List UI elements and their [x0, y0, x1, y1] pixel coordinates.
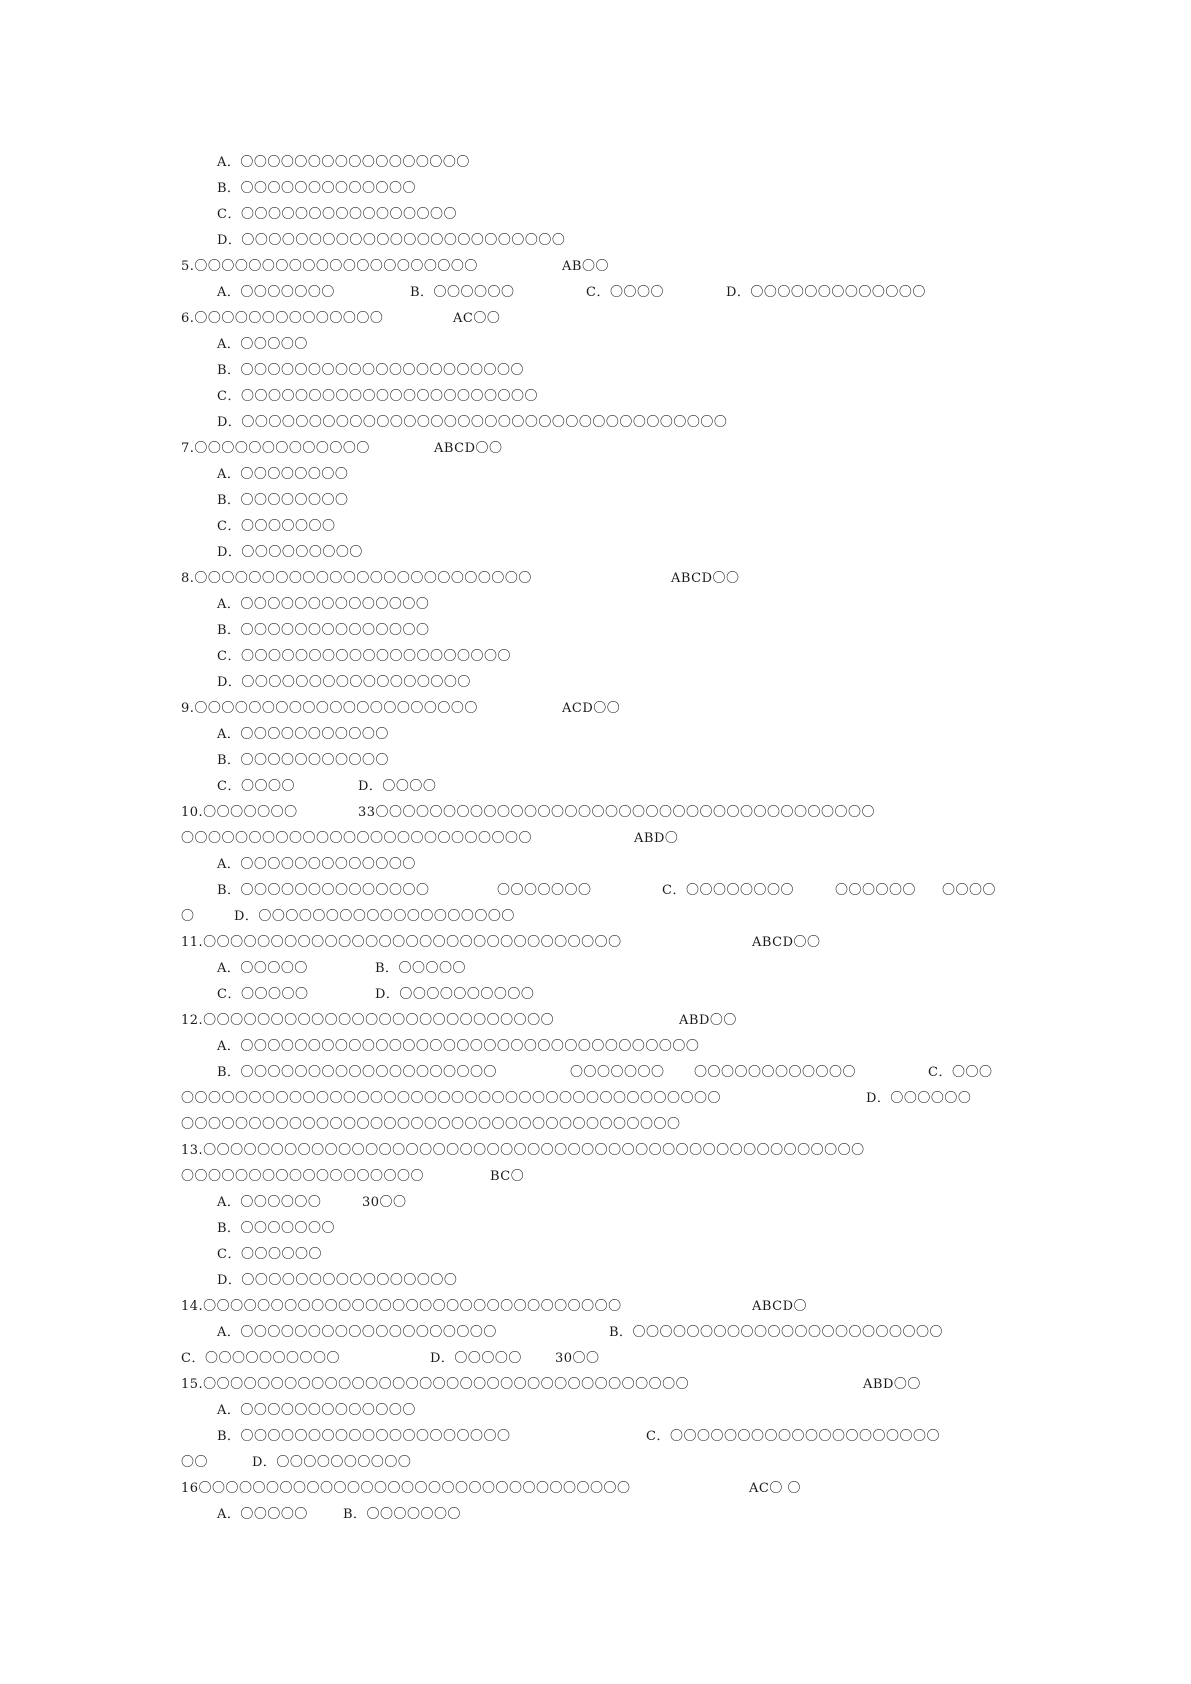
- text-line: C．〇〇〇: [928, 1065, 993, 1080]
- text-line: D．〇〇〇〇〇〇〇〇〇〇〇〇〇〇〇〇〇: [217, 675, 471, 690]
- text-line: D．〇〇〇〇〇〇〇〇〇〇〇〇〇〇〇〇: [217, 1273, 458, 1288]
- text-line: D．〇〇〇〇〇〇: [866, 1091, 972, 1106]
- text-line: 〇〇〇〇〇〇〇〇〇〇〇〇: [694, 1065, 857, 1080]
- text-line: AC〇 〇: [749, 1481, 801, 1496]
- text-line: ACD〇〇: [562, 701, 621, 716]
- text-line: A．〇〇〇〇〇: [217, 1507, 308, 1522]
- text-line: A．〇〇〇〇〇〇〇〇〇〇〇: [217, 727, 389, 742]
- text-line: ABD〇〇: [679, 1013, 737, 1028]
- text-line: 16〇〇〇〇〇〇〇〇〇〇〇〇〇〇〇〇〇〇〇〇〇〇〇〇〇〇〇〇〇〇〇〇: [181, 1481, 631, 1496]
- text-line: AB〇〇: [562, 259, 609, 274]
- text-line: B．〇〇〇〇〇〇〇〇〇〇〇: [217, 753, 390, 768]
- text-line: A．〇〇〇〇〇〇〇〇〇〇〇〇〇: [217, 1403, 416, 1418]
- text-line: C．〇〇〇〇〇〇〇〇: [662, 883, 794, 898]
- text-line: B．〇〇〇〇〇〇〇〇: [217, 493, 349, 508]
- text-line: B．〇〇〇〇〇〇〇〇〇〇〇〇〇〇: [217, 883, 430, 898]
- text-line: B．〇〇〇〇〇〇〇〇〇〇〇〇〇〇: [217, 623, 430, 638]
- text-line: 14.〇〇〇〇〇〇〇〇〇〇〇〇〇〇〇〇〇〇〇〇〇〇〇〇〇〇〇〇〇〇〇: [181, 1299, 622, 1314]
- text-line: ABCD〇〇: [752, 935, 821, 950]
- text-line: 30〇〇: [555, 1351, 600, 1366]
- text-line: D．〇〇〇〇〇: [430, 1351, 522, 1366]
- text-line: 7.〇〇〇〇〇〇〇〇〇〇〇〇〇: [181, 441, 370, 456]
- text-line: B．〇〇〇〇〇〇〇〇〇〇〇〇〇〇〇〇〇〇〇〇〇〇〇: [609, 1325, 944, 1340]
- text-line: B．〇〇〇〇〇〇〇〇〇〇〇〇〇〇〇〇〇〇〇〇〇: [217, 363, 525, 378]
- text-line: C．〇〇〇〇〇〇〇〇〇〇〇〇〇〇〇〇: [217, 207, 457, 222]
- text-line: A．〇〇〇〇〇〇〇: [217, 285, 335, 300]
- text-line: C．〇〇〇〇〇〇〇〇〇〇: [181, 1351, 340, 1366]
- text-line: 〇〇〇〇〇〇〇〇〇〇〇〇〇〇〇〇〇〇〇〇〇〇〇〇〇〇〇〇〇〇〇〇〇〇〇〇〇〇〇〇: [181, 1091, 722, 1106]
- text-line: 〇〇〇〇〇〇〇〇〇〇〇〇〇〇〇〇〇〇: [181, 1169, 425, 1184]
- text-line: B．〇〇〇〇〇〇〇〇〇〇〇〇〇: [217, 181, 417, 196]
- text-line: ABCD〇〇: [434, 441, 503, 456]
- text-line: AC〇〇: [453, 311, 501, 326]
- text-line: B．〇〇〇〇〇〇: [410, 285, 515, 300]
- text-line: C．〇〇〇〇〇〇〇: [217, 519, 336, 534]
- text-line: 30〇〇: [362, 1195, 407, 1210]
- text-line: ABD〇〇: [863, 1377, 921, 1392]
- text-line: ABCD〇: [752, 1299, 808, 1314]
- text-line: B．〇〇〇〇〇〇〇〇〇〇〇〇〇〇〇〇〇〇〇〇: [217, 1429, 511, 1444]
- text-line: A．〇〇〇〇〇〇〇〇〇〇〇〇〇〇: [217, 597, 430, 612]
- text-line: B．〇〇〇〇〇: [375, 961, 467, 976]
- text-line: BC〇: [490, 1169, 525, 1184]
- text-line: ABD〇: [634, 831, 679, 846]
- text-line: 〇〇〇〇: [942, 883, 997, 898]
- text-line: A．〇〇〇〇〇〇: [217, 1195, 322, 1210]
- text-line: D．〇〇〇〇〇〇〇〇〇〇〇〇〇: [726, 285, 926, 300]
- text-line: A．〇〇〇〇〇〇〇〇: [217, 467, 349, 482]
- text-line: 〇〇〇〇〇〇: [835, 883, 917, 898]
- text-line: 8.〇〇〇〇〇〇〇〇〇〇〇〇〇〇〇〇〇〇〇〇〇〇〇〇〇: [181, 571, 532, 586]
- text-line: 〇〇: [181, 1455, 209, 1470]
- text-line: 11.〇〇〇〇〇〇〇〇〇〇〇〇〇〇〇〇〇〇〇〇〇〇〇〇〇〇〇〇〇〇〇: [181, 935, 622, 950]
- text-line: A．〇〇〇〇〇: [217, 337, 308, 352]
- text-line: 33〇〇〇〇〇〇〇〇〇〇〇〇〇〇〇〇〇〇〇〇〇〇〇〇〇〇〇〇〇〇〇〇〇〇〇〇〇: [358, 805, 876, 820]
- text-line: 5.〇〇〇〇〇〇〇〇〇〇〇〇〇〇〇〇〇〇〇〇〇: [181, 259, 478, 274]
- text-line: D．〇〇〇〇〇〇〇〇〇〇〇〇〇〇〇〇〇〇〇: [234, 909, 515, 924]
- text-line: C．〇〇〇〇〇〇: [217, 1247, 322, 1262]
- text-line: C．〇〇〇〇: [586, 285, 664, 300]
- text-line: B．〇〇〇〇〇〇〇: [343, 1507, 462, 1522]
- text-line: 10.〇〇〇〇〇〇〇: [181, 805, 298, 820]
- text-line: C．〇〇〇〇〇〇〇〇〇〇〇〇〇〇〇〇〇〇〇〇: [217, 649, 511, 664]
- text-line: D．〇〇〇〇〇〇〇〇〇: [217, 545, 363, 560]
- text-line: C．〇〇〇〇〇: [217, 987, 309, 1002]
- text-line: 9.〇〇〇〇〇〇〇〇〇〇〇〇〇〇〇〇〇〇〇〇〇: [181, 701, 478, 716]
- text-line: 12.〇〇〇〇〇〇〇〇〇〇〇〇〇〇〇〇〇〇〇〇〇〇〇〇〇〇: [181, 1013, 555, 1028]
- text-line: 15.〇〇〇〇〇〇〇〇〇〇〇〇〇〇〇〇〇〇〇〇〇〇〇〇〇〇〇〇〇〇〇〇〇〇〇〇: [181, 1377, 690, 1392]
- text-line: B．〇〇〇〇〇〇〇〇〇〇〇〇〇〇〇〇〇〇〇: [217, 1065, 498, 1080]
- text-line: B．〇〇〇〇〇〇〇: [217, 1221, 336, 1236]
- text-line: 〇〇〇〇〇〇〇: [497, 883, 592, 898]
- text-line: 〇〇〇〇〇〇〇〇〇〇〇〇〇〇〇〇〇〇〇〇〇〇〇〇〇〇: [181, 831, 533, 846]
- text-line: D．〇〇〇〇: [358, 779, 437, 794]
- text-line: 〇: [181, 909, 195, 924]
- text-line: A．〇〇〇〇〇〇〇〇〇〇〇〇〇: [217, 857, 416, 872]
- text-line: A．〇〇〇〇〇〇〇〇〇〇〇〇〇〇〇〇〇〇〇〇〇〇〇〇〇〇〇〇〇〇〇〇〇〇: [217, 1039, 700, 1054]
- text-line: D．〇〇〇〇〇〇〇〇〇〇〇〇〇〇〇〇〇〇〇〇〇〇〇〇: [217, 233, 566, 248]
- text-line: D．〇〇〇〇〇〇〇〇〇〇: [252, 1455, 412, 1470]
- text-line: 〇〇〇〇〇〇〇〇〇〇〇〇〇〇〇〇〇〇〇〇〇〇〇〇〇〇〇〇〇〇〇〇〇〇〇〇〇: [181, 1117, 681, 1132]
- text-line: ABCD〇〇: [671, 571, 740, 586]
- text-line: D．〇〇〇〇〇〇〇〇〇〇〇〇〇〇〇〇〇〇〇〇〇〇〇〇〇〇〇〇〇〇〇〇〇〇〇〇: [217, 415, 728, 430]
- text-line: A．〇〇〇〇〇: [217, 961, 308, 976]
- text-line: C．〇〇〇〇: [217, 779, 295, 794]
- text-line: D．〇〇〇〇〇〇〇〇〇〇: [375, 987, 535, 1002]
- text-line: 〇〇〇〇〇〇〇: [570, 1065, 665, 1080]
- text-line: A．〇〇〇〇〇〇〇〇〇〇〇〇〇〇〇〇〇: [217, 155, 470, 170]
- text-line: 6.〇〇〇〇〇〇〇〇〇〇〇〇〇〇: [181, 311, 384, 326]
- text-line: C．〇〇〇〇〇〇〇〇〇〇〇〇〇〇〇〇〇〇〇〇: [646, 1429, 940, 1444]
- text-line: A．〇〇〇〇〇〇〇〇〇〇〇〇〇〇〇〇〇〇〇: [217, 1325, 497, 1340]
- text-line: C．〇〇〇〇〇〇〇〇〇〇〇〇〇〇〇〇〇〇〇〇〇〇: [217, 389, 538, 404]
- text-line: 13.〇〇〇〇〇〇〇〇〇〇〇〇〇〇〇〇〇〇〇〇〇〇〇〇〇〇〇〇〇〇〇〇〇〇〇〇〇〇〇〇〇〇〇〇〇〇〇〇〇: [181, 1143, 865, 1158]
